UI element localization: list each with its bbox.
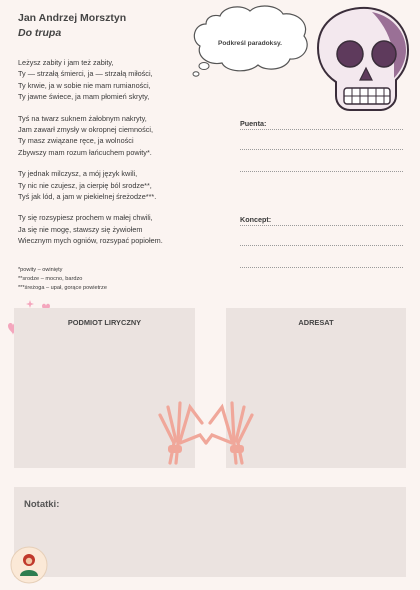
poem-line: Ty się rozsypiesz prochem w małej chwili, (18, 213, 153, 223)
footnotes (18, 266, 107, 292)
poem-line: Ty krwie, ja w sobie nie mam rumianości, (18, 80, 151, 90)
poem-line: Ty jednak milczysz, a mój język kwili, (18, 169, 138, 179)
poem-line: Jam zawarł zmysły w okropnej ciemności, (18, 125, 154, 135)
footnote: *powity – owinięty (18, 267, 63, 273)
puenta-line[interactable] (240, 149, 403, 150)
poem-stanza-3 (18, 168, 233, 202)
skeleton-hands-heart-icon (150, 385, 262, 465)
puenta-label: Puenta: (240, 119, 267, 128)
poem-text (18, 57, 233, 257)
author-logo (10, 546, 48, 584)
poem-stanza-2 (18, 113, 233, 159)
poem-line: Tyś jak lód, a jam w piekielnej śreżodze***. (18, 192, 157, 202)
poem-author: Jan Andrzej Morsztyn (18, 12, 127, 24)
poem-title: Do trupa (18, 27, 62, 39)
koncept-line[interactable] (240, 267, 403, 268)
poem-line: Tyś na twarz suknem żałobnym nakryty, (18, 113, 147, 123)
poem-line: Ty masz związane ręce, ja wolności (18, 136, 134, 146)
skull-icon (310, 4, 414, 116)
koncept-line[interactable] (240, 225, 403, 226)
puenta-line[interactable] (240, 129, 403, 130)
bubble-instruction: Podkreśl paradoksy. (217, 40, 282, 47)
poem-line: Ja się nie mogę, stawszy się żywiołem (18, 224, 143, 234)
poem-line: Leżysz zabity i jam też zabity, (18, 58, 114, 67)
addressee-panel-title: ADRESAT (298, 318, 334, 327)
poem-stanza-4 (18, 212, 233, 246)
footnote: ***śreżoga – upał, gorące powietrze (18, 284, 107, 291)
notes-label: Notatki: (24, 499, 60, 510)
poem-line: Ty — strzałą śmierci, ja — strzałą miłości, (18, 69, 153, 79)
poem-line: Zbywszy mam rozum łańcuchem powity*. (18, 147, 152, 157)
speaker-panel-title: PODMIOT LIRYCZNY (67, 318, 142, 327)
poem-line: Ty jawne świece, ja mam płomień skryty, (18, 92, 150, 102)
poem-line: Wiecznym mych ogniów, rozsypać popiołem. (18, 236, 163, 246)
puenta-line[interactable] (240, 171, 403, 172)
koncept-line[interactable] (240, 245, 403, 246)
poem-line: Ty nic nie czujesz, ja cierpię ból srodze**, (18, 180, 152, 190)
notes-panel[interactable] (14, 487, 406, 577)
footnote: **srodze – mocno, bardzo (18, 275, 83, 282)
koncept-label: Koncept: (240, 215, 272, 224)
